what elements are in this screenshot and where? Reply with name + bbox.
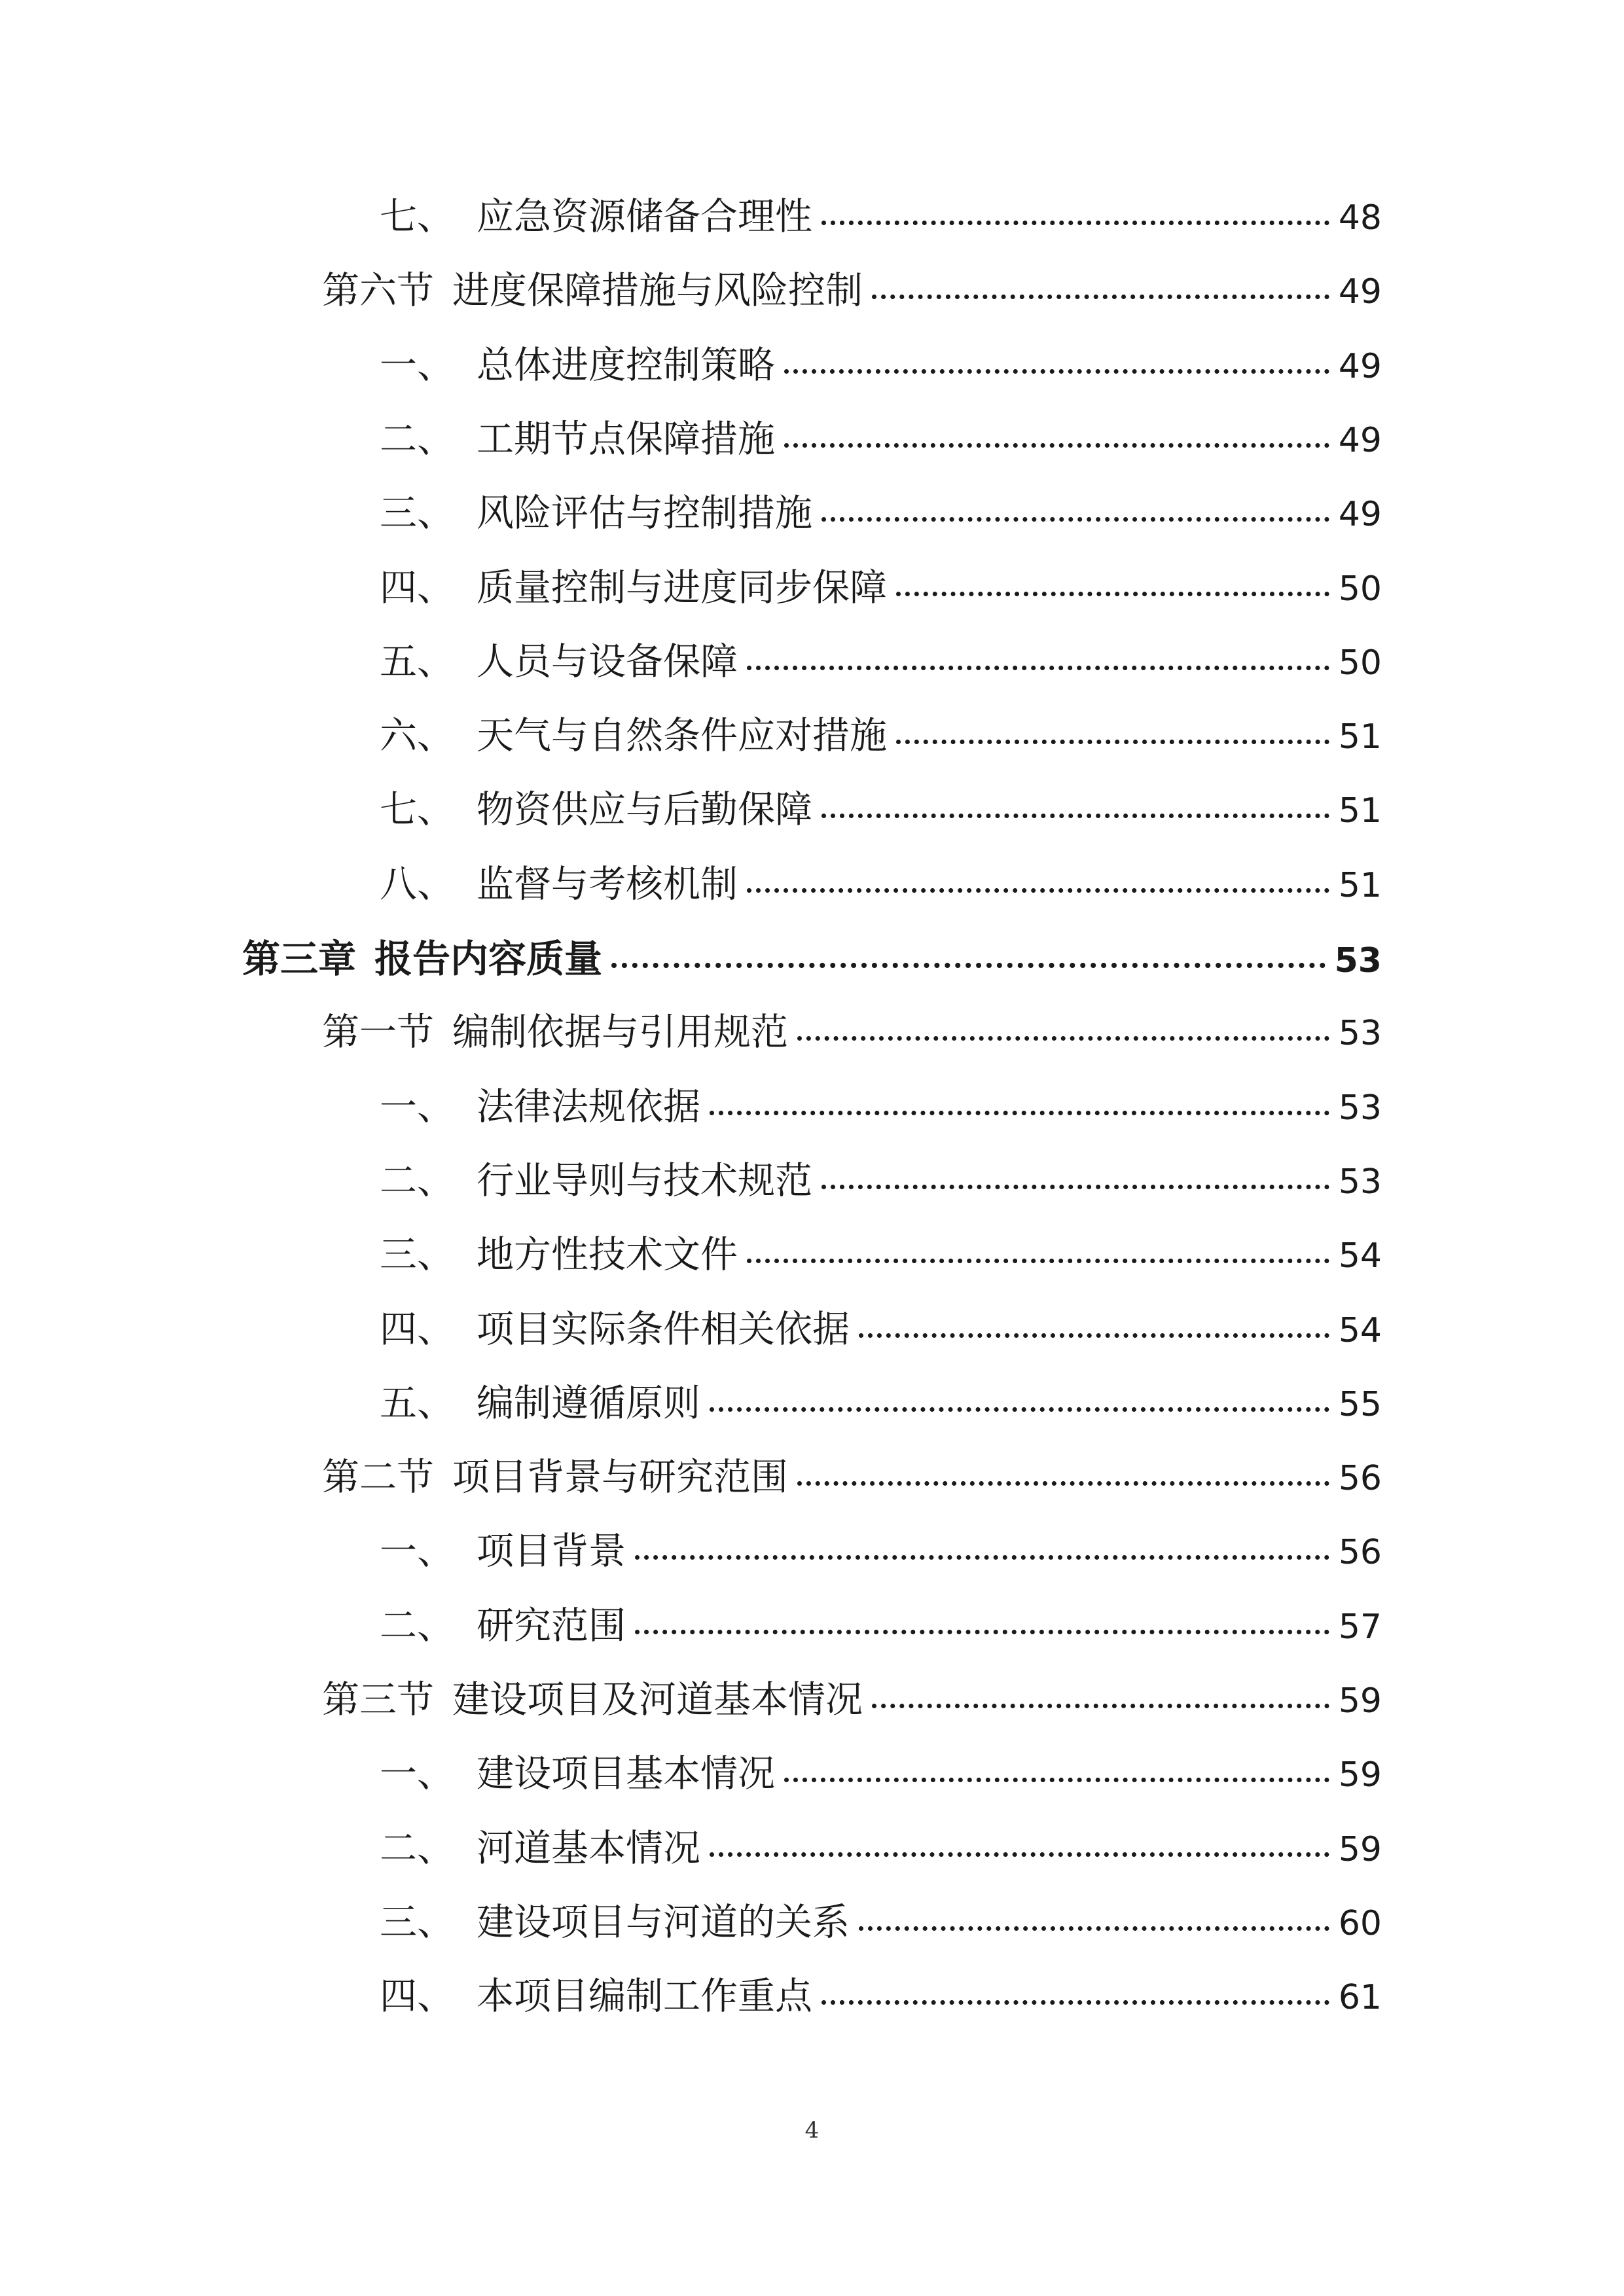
- toc-entry-page-number: 53: [1334, 941, 1382, 980]
- toc-entry-page-number: 54: [1338, 1311, 1382, 1350]
- toc-entry-page-number: 57: [1338, 1607, 1382, 1647]
- toc-entry-number: 一、: [380, 1530, 454, 1573]
- dot-leader: [635, 1555, 1329, 1560]
- toc-entry-title: 建设项目与河道的关系: [477, 1901, 850, 1944]
- toc-entry[interactable]: [380, 1299, 1382, 1365]
- toc-entry[interactable]: [380, 1077, 1382, 1142]
- dot-leader: [635, 1630, 1329, 1634]
- toc-entry[interactable]: [322, 1670, 1382, 1735]
- toc-entry-title: 天气与自然条件应对措施: [477, 714, 887, 757]
- toc-entry-page-number: 56: [1338, 1533, 1382, 1572]
- toc-entry-title: 项目背景与研究范围: [452, 1456, 788, 1499]
- dot-leader: [821, 814, 1329, 818]
- toc-entry-page-number: 59: [1338, 1755, 1382, 1795]
- toc-entry-number: 五、: [380, 640, 454, 683]
- toc-entry-page-number: 56: [1338, 1459, 1382, 1498]
- toc-entry-page-number: 50: [1338, 569, 1382, 609]
- page-number-footer: 4: [804, 2117, 820, 2144]
- toc-entry[interactable]: [380, 1521, 1382, 1587]
- toc-entry-title: 建设项目及河道基本情况: [452, 1678, 863, 1721]
- toc-entry-number: 二、: [380, 1827, 454, 1870]
- toc-entry-number: 二、: [380, 418, 454, 461]
- toc-entry[interactable]: [380, 1892, 1382, 1958]
- toc-entry[interactable]: [380, 706, 1382, 771]
- toc-entry-page-number: 55: [1338, 1385, 1382, 1424]
- toc-entry-number: 第一节: [322, 1011, 434, 1054]
- toc-entry[interactable]: [380, 483, 1382, 548]
- dot-leader: [710, 1852, 1329, 1857]
- toc-entry-page-number: 49: [1338, 421, 1382, 460]
- toc-entry-title: 河道基本情况: [477, 1827, 700, 1870]
- dot-leader: [872, 295, 1329, 299]
- toc-entry-page-number: 53: [1338, 1088, 1382, 1128]
- toc-entry-number: 第二节: [322, 1456, 434, 1499]
- toc-entry[interactable]: [380, 409, 1382, 475]
- dot-leader: [747, 1259, 1329, 1263]
- toc-entry-number: 七、: [380, 195, 454, 238]
- toc-entry-title: 建设项目基本情况: [477, 1752, 775, 1795]
- toc-entry-title: 人员与设备保障: [477, 640, 738, 683]
- dot-leader: [896, 740, 1329, 744]
- toc-entry-page-number: 50: [1338, 643, 1382, 683]
- toc-entry[interactable]: [380, 1744, 1382, 1809]
- dot-leader: [859, 1926, 1329, 1931]
- toc-entry-page-number: 51: [1338, 717, 1382, 757]
- dot-leader: [710, 1111, 1329, 1115]
- dot-leader: [821, 2000, 1329, 2005]
- dot-leader: [797, 1036, 1329, 1041]
- toc-entry-page-number: 53: [1338, 1014, 1382, 1053]
- toc-entry[interactable]: [380, 558, 1382, 623]
- toc-entry-title: 法律法规依据: [477, 1085, 700, 1128]
- toc-entry[interactable]: [242, 928, 1382, 994]
- toc-entry-number: 四、: [380, 1308, 454, 1351]
- dot-leader: [821, 1185, 1329, 1189]
- toc-entry[interactable]: [322, 1447, 1382, 1513]
- toc-entry[interactable]: [380, 1596, 1382, 1661]
- toc-entry-number: 四、: [380, 566, 454, 609]
- dot-leader: [710, 1407, 1329, 1412]
- toc-entry[interactable]: [380, 632, 1382, 697]
- dot-leader: [896, 592, 1329, 596]
- toc-entry[interactable]: [380, 335, 1382, 401]
- toc-entry-page-number: 49: [1338, 347, 1382, 386]
- toc-entry-number: 七、: [380, 788, 454, 831]
- toc-entry-page-number: 59: [1338, 1830, 1382, 1869]
- toc-entry-page-number: 49: [1338, 272, 1382, 312]
- dot-leader: [859, 1333, 1329, 1338]
- toc-entry[interactable]: [322, 1002, 1382, 1067]
- toc-entry-title: 本项目编制工作重点: [477, 1975, 812, 2018]
- toc-entry-number: 五、: [380, 1382, 454, 1425]
- dot-leader: [784, 443, 1329, 448]
- toc-entry-number: 第六节: [322, 269, 434, 312]
- toc-entry-page-number: 60: [1338, 1904, 1382, 1943]
- toc-entry-title: 报告内容质量: [374, 937, 603, 981]
- toc-entry[interactable]: [380, 1818, 1382, 1884]
- toc-entry[interactable]: [380, 1151, 1382, 1216]
- toc-entry-number: 一、: [380, 1752, 454, 1795]
- toc-entry-title: 应急资源储备合理性: [477, 195, 812, 238]
- dot-leader: [821, 517, 1329, 522]
- toc-entry-page-number: 51: [1338, 866, 1382, 905]
- toc-entry-number: 二、: [380, 1159, 454, 1202]
- toc-entry-title: 监督与考核机制: [477, 863, 738, 906]
- toc-entry-number: 八、: [380, 863, 454, 906]
- dot-leader: [747, 888, 1329, 893]
- dot-leader: [821, 221, 1329, 225]
- toc-entry[interactable]: [322, 260, 1382, 326]
- toc-entry-page-number: 54: [1338, 1236, 1382, 1276]
- toc-entry[interactable]: [380, 187, 1382, 252]
- toc-entry-number: 第三章: [242, 937, 357, 981]
- toc-entry-page-number: 48: [1338, 198, 1382, 238]
- toc-entry-title: 质量控制与进度同步保障: [477, 566, 887, 609]
- toc-entry-title: 编制遵循原则: [477, 1382, 700, 1425]
- toc-entry-page-number: 61: [1338, 1978, 1382, 2017]
- toc-entry-title: 风险评估与控制措施: [477, 492, 812, 535]
- toc-entry-title: 地方性技术文件: [477, 1233, 738, 1276]
- dot-leader: [872, 1704, 1329, 1708]
- toc-entry[interactable]: [380, 1966, 1382, 2032]
- toc-entry-page-number: 53: [1338, 1162, 1382, 1202]
- dot-leader: [611, 963, 1326, 968]
- toc-entry-title: 工期节点保障措施: [477, 418, 775, 461]
- dot-leader: [747, 666, 1329, 670]
- toc-entry[interactable]: [380, 854, 1382, 920]
- toc-entry-number: 二、: [380, 1604, 454, 1647]
- toc-entry-number: 六、: [380, 714, 454, 757]
- toc-entry-number: 四、: [380, 1975, 454, 2018]
- toc-entry-number: 三、: [380, 1901, 454, 1944]
- toc-entry-title: 物资供应与后勤保障: [477, 788, 812, 831]
- toc-entry-title: 行业导则与技术规范: [477, 1159, 812, 1202]
- dot-leader: [797, 1481, 1329, 1486]
- toc-entry-title: 研究范围: [477, 1604, 626, 1647]
- toc-entry-number: 一、: [380, 1085, 454, 1128]
- toc-entry-title: 项目背景: [477, 1530, 626, 1573]
- toc-entry-page-number: 59: [1338, 1681, 1382, 1721]
- toc-entry-number: 三、: [380, 1233, 454, 1276]
- toc-entry-title: 总体进度控制策略: [477, 344, 775, 387]
- toc-entry-number: 一、: [380, 344, 454, 387]
- toc-entry-number: 三、: [380, 492, 454, 535]
- toc-entry-number: 第三节: [322, 1678, 434, 1721]
- toc-entry-page-number: 51: [1338, 791, 1382, 831]
- dot-leader: [784, 369, 1329, 374]
- dot-leader: [784, 1778, 1329, 1782]
- toc-entry-title: 项目实际条件相关依据: [477, 1308, 850, 1351]
- toc-entry[interactable]: [380, 1225, 1382, 1290]
- toc-entry-title: 编制依据与引用规范: [452, 1011, 788, 1054]
- toc-entry-page-number: 49: [1338, 495, 1382, 534]
- toc-entry-title: 进度保障措施与风险控制: [452, 269, 863, 312]
- toc-entry[interactable]: [380, 1373, 1382, 1439]
- toc-entry[interactable]: [380, 780, 1382, 845]
